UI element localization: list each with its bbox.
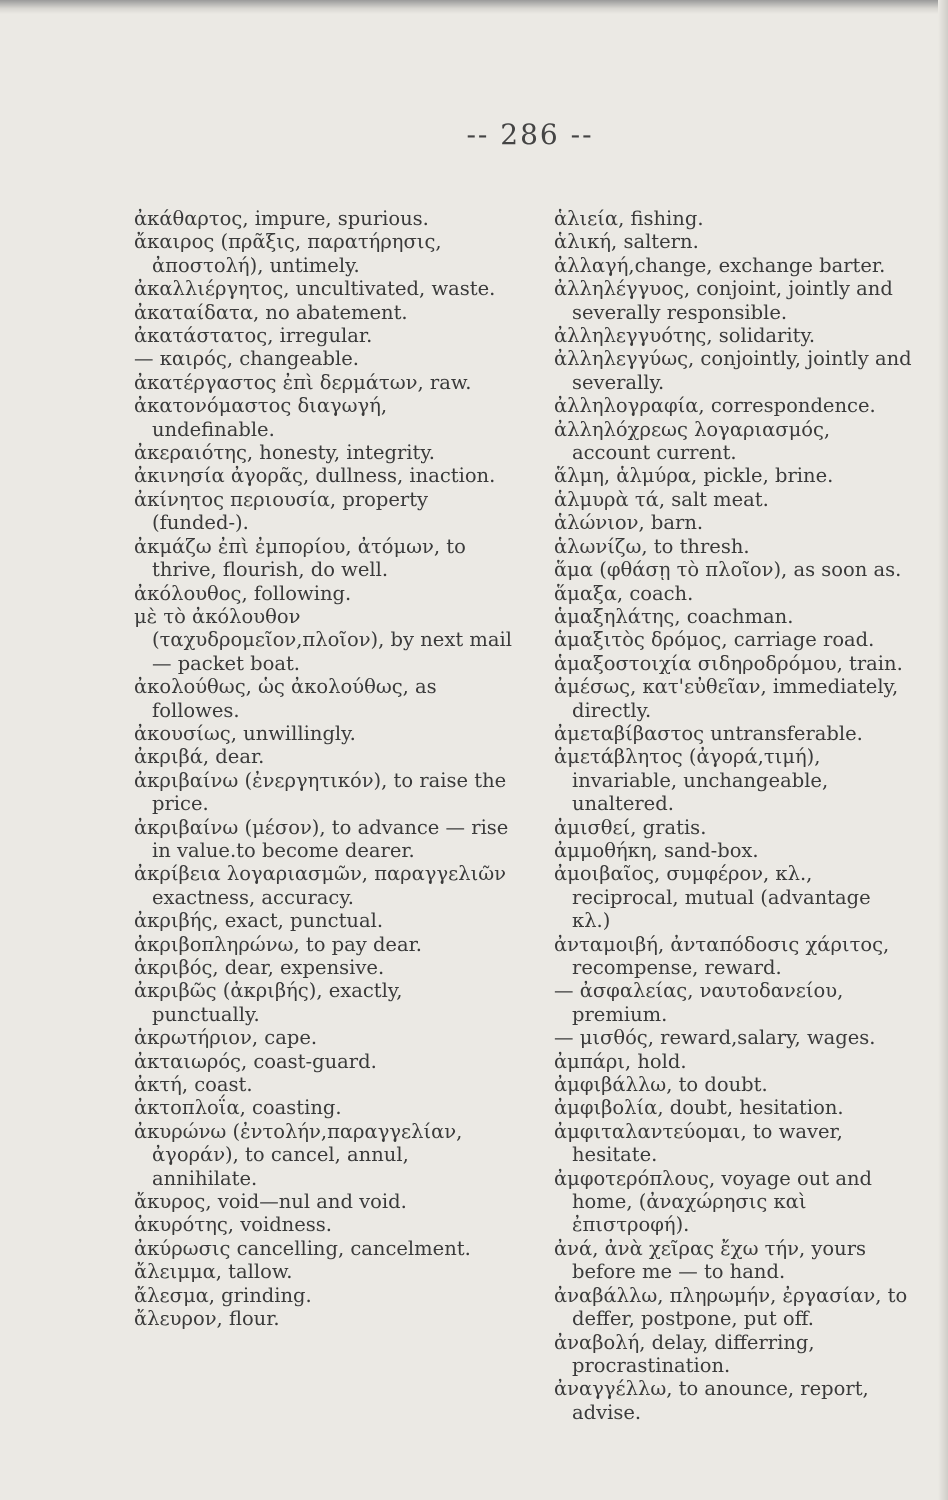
dictionary-entry: — μισθός, reward,salary, wages.	[554, 1026, 876, 1050]
dictionary-entry: ἀκρίβεια λογαριασμῶν, παραγγελιῶν exactness, accuracy.	[134, 862, 506, 909]
dictionary-entry: ἀμφοτερόπλους, voyage out and home, (ἀναχώρησις καὶ ἐπιστροφή).	[554, 1166, 873, 1237]
dictionary-entry: ἀμπάρι, hold.	[554, 1049, 687, 1073]
dictionary-entry: ἀκμάζω ἐπὶ ἐμπορίου, ἀτόμων, to thrive, flourish, do well.	[134, 534, 466, 582]
dictionary-entry: ἀναβάλλω, πληρωμήν, ἐργασίαν, to deffer, postpone, put off.	[554, 1283, 908, 1331]
dictionary-entry: ἅμαξα, coach.	[554, 581, 694, 605]
dictionary-entry: ἀλληλεγγυότης, solidarity.	[554, 324, 816, 348]
dictionary-entry: ἀκίνητος περιουσία, property (funded-).	[134, 487, 429, 535]
left-column	[134, 207, 516, 1331]
dictionary-entry: ἀλλαγή,change, exchange barter.	[554, 253, 886, 277]
dictionary-entry: ἀκεραιότης, honesty, integrity.	[134, 441, 436, 465]
dictionary-entry: ἀκτοπλοΐα, coasting.	[134, 1096, 342, 1120]
dictionary-entry: ἀμφιταλαντεύομαι, to waver, hesitate.	[554, 1119, 843, 1167]
dictionary-entry: ἀλληλόχρεως λογαριασμός, account current.	[554, 417, 831, 465]
dictionary-entry: ἁμαξηλάτης, coachman.	[554, 604, 794, 628]
dictionary-entry: ἀμεταβίβαστος untransferable.	[554, 721, 863, 745]
dictionary-entry: ἁμαξιτὸς δρόμος, carriage road.	[554, 628, 875, 652]
dictionary-entry: ἄκυρος, void—nul and void.	[134, 1190, 407, 1214]
dictionary-entry: ἀναβολή, delay, differring, procrastination.	[554, 1330, 815, 1377]
dictionary-entry: ἄλεσμα, grinding.	[134, 1283, 312, 1307]
dictionary-entry: ἀκαλλιέργητος, uncultivated, waste.	[134, 277, 496, 301]
dictionary-entry: ἀκτή, coast.	[134, 1073, 253, 1097]
dictionary-entry: ἀλληλεγγύως, conjointly, jointly and severally.	[554, 347, 912, 394]
dictionary-entry: μὲ τὸ ἀκόλουθον (ταχυδρομεῖον,πλοῖον), by next mail — packet boat.	[134, 604, 512, 675]
dictionary-entry: ἀμισθεί, gratis.	[554, 815, 707, 839]
dictionary-entry: ἀκατέργαστος ἐπὶ δερμάτων, raw.	[134, 370, 472, 394]
right-column	[554, 207, 914, 1424]
dictionary-entry: ἀκριβοπληρώνω, to pay dear.	[134, 932, 422, 956]
dictionary-entry: ἀκριβαίνω (ἐνεργητικόν), to raise the price.	[134, 768, 507, 816]
dictionary-entry: ἀκουσίως, unwillingly.	[134, 721, 356, 745]
dictionary-entry: ἀκριβής, exact, punctual.	[134, 909, 384, 933]
dictionary-entry: ἀμφιβολία, doubt, hesitation.	[554, 1096, 844, 1120]
dictionary-entry: ἀκταιωρός, coast-guard.	[134, 1049, 377, 1073]
dictionary-entry: ἀκριβός, dear, expensive.	[134, 956, 385, 979]
dictionary-entry: ἀνταμοιβή, ἀνταπόδοσις χάριτος, recompense, reward.	[554, 932, 890, 979]
dictionary-entry: ἁλωνίζω, to thresh.	[554, 534, 750, 558]
dictionary-entry: ἀκαταίδατα, no abatement.	[134, 300, 408, 324]
dictionary-entry: — ἀσφαλείας, ναυτοδανείου, premium.	[554, 979, 844, 1026]
dictionary-entry: ἀλληλογραφία, correspondence.	[554, 394, 876, 418]
dictionary-entry: ἀκρωτήριον, cape.	[134, 1026, 318, 1050]
dictionary-entry: ἁλική, saltern.	[554, 230, 699, 254]
page-number: -- 286 --	[466, 118, 594, 151]
dictionary-entry: ἀνά, ἀνὰ χεῖρας ἔχω τήν, yours before me — to hand.	[554, 1236, 867, 1284]
dictionary-entry: ἀκολούθως, ὡς ἀκολούθως, as followes.	[134, 675, 437, 722]
dictionary-entry: ἀμετάβλητος (ἀγορά,τιμή), invariable, unchangeable, unaltered.	[554, 745, 829, 816]
dictionary-entry: ἀμμοθήκη, sand-box.	[554, 838, 759, 862]
dictionary-entry: ἁλώνιον, barn.	[554, 511, 704, 535]
dictionary-entry: ἀκάθαρτος, impure, spurious.	[134, 207, 429, 230]
page-right-edge	[938, 0, 948, 1500]
dictionary-entry: ἅμα (φθάσῃ τὸ πλοῖον), as soon as.	[554, 558, 902, 582]
dictionary-entry: ἀκατονόμαστος διαγωγή, undefinable.	[134, 394, 388, 441]
dictionary-entry: ἁλιεία, fishing.	[554, 207, 704, 230]
dictionary-entry: ἀκυρότης, voidness.	[134, 1213, 332, 1237]
dictionary-entry: ἄλευρον, flour.	[134, 1307, 280, 1331]
dictionary-entry: ἁμαξοστοιχία σιδηροδρόμου, train.	[554, 651, 903, 675]
dictionary-entry: ἀκινησία ἀγορᾶς, dullness, inaction.	[134, 464, 496, 488]
dictionary-entry: ἀκριβά, dear.	[134, 745, 265, 769]
dictionary-entry: ἀκύρωσις cancelling, cancelment.	[134, 1236, 471, 1260]
dictionary-entry: ἀκριβῶς (ἀκριβής), exactly, punctually.	[134, 979, 403, 1026]
dictionary-entry: ἁλμυρὰ τά, salt meat.	[554, 487, 769, 511]
dictionary-entry: ἄκαιρος (πρᾶξις, παρατήρησις, ἀποστολή), untimely.	[134, 230, 442, 277]
dictionary-entry: ἀναγγέλλω, to anounce, report, advise.	[554, 1377, 869, 1424]
dictionary-entry: ἀμέσως, κατ'εὐθεῖαν, immediately, directly.	[554, 675, 899, 722]
dictionary-entry: ἄλειμμα, tallow.	[134, 1260, 293, 1284]
dictionary-entry: ἀμφιβάλλω, to doubt.	[554, 1073, 768, 1097]
dictionary-entry: ἀμοιβαῖος, συμφέρον, κλ., reciprocal, mutual (advantage κλ.)	[554, 862, 871, 933]
page-top-edge	[0, 0, 948, 14]
dictionary-entry: ἀκριβαίνω (μέσον), to advance — rise in value.to become dearer.	[134, 815, 509, 862]
dictionary-entry: ἅλμη, ἁλμύρα, pickle, brine.	[554, 464, 834, 488]
dictionary-entry: ἀκόλουθος, following.	[134, 581, 352, 605]
dictionary-entry: ἀκυρώνω (ἐντολήν,παραγγελίαν, ἀγοράν), to cancel, annul, annihilate.	[134, 1119, 463, 1190]
dictionary-entry: ἀκατάστατος, irregular.	[134, 324, 373, 348]
dictionary-entry: ἀλληλέγγυος, conjoint, jointly and severally responsible.	[554, 277, 893, 324]
dictionary-entry: — καιρός, changeable.	[134, 347, 359, 371]
